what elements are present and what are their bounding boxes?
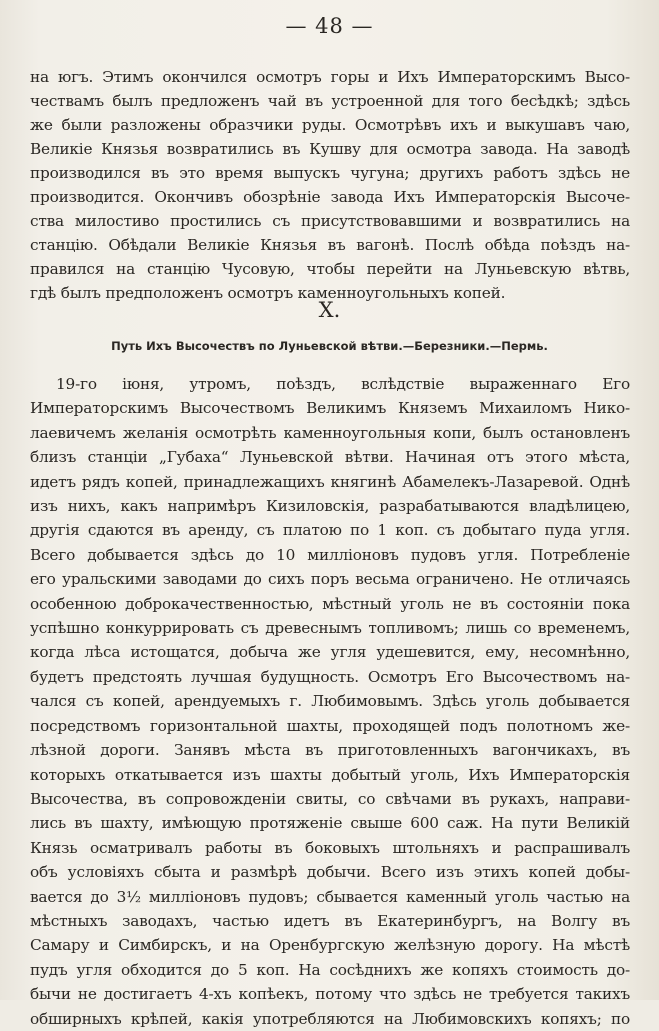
text-line: бычи не достигаетъ 4-хъ копѣекъ, потому что здѣсь не требуется такихъ	[30, 985, 630, 1004]
text-line: будетъ предстоять лучшая будущность. Осмотръ Его Высочествомъ на-	[30, 667, 630, 686]
text-line: Великіе Князья возвратились въ Кушву для осмотра завода. На заводѣ	[30, 140, 630, 158]
text-line: Князь осматривалъ работы въ боковыхъ штольняхъ и распрашивалъ	[30, 838, 630, 857]
text-line: чался съ копей, арендуемыхъ г. Любимовымъ. Здѣсь уголь добывается	[30, 692, 630, 711]
text-line: Императорскимъ Высочествомъ Великимъ Княземъ Михаиломъ Нико-	[30, 399, 630, 418]
paragraph-1	[30, 65, 630, 305]
section-number: X.	[318, 298, 341, 322]
text-line: лаевичемъ желанія осмотрѣть каменноугольныя копи, былъ остановленъ	[30, 423, 630, 442]
text-line: производится. Окончивъ обозрѣніе завода Ихъ Императорскія Высоче-	[30, 188, 630, 206]
text-line: мѣстныхъ заводахъ, частью идетъ въ Екатеринбургъ, на Волгу въ	[30, 911, 630, 930]
text-line: чествамъ былъ предложенъ чай въ устроенной для того бесѣдкѣ; здѣсь	[30, 92, 630, 110]
text-line: правился на станцію Чусовую, чтобы перейти на Луньевскую вѣтвь,	[30, 260, 630, 278]
text-line: близъ станціи „Губаха“ Луньевской вѣтви. Начиная отъ этого мѣста,	[30, 448, 630, 467]
text-line: вается до 3½ милліоновъ пудовъ; сбывается каменный уголь частью на	[30, 887, 630, 906]
text-line: 19-го іюня, утромъ, поѣздъ, вслѣдствіе выраженнаго Его	[56, 375, 630, 393]
text-line: его уральскими заводами до сихъ поръ весьма ограничено. Не отличаясь	[30, 570, 630, 589]
text-line: производился въ это время выпускъ чугуна; другихъ работъ здѣсь не	[30, 164, 630, 182]
text-line: успѣшно конкуррировать съ древеснымъ топливомъ; лишь со временемъ,	[30, 619, 630, 638]
text-line: на югъ. Этимъ окончился осмотръ горы и Ихъ Императорскимъ Высо-	[30, 68, 630, 86]
paragraph-2	[30, 372, 630, 1031]
text-line: же были разложены образчики руды. Осмотрѣвъ ихъ и выкушавъ чаю,	[30, 116, 630, 134]
text-line: лись въ шахту, имѣющую протяженіе свыше 600 саж. На пути Великій	[30, 814, 630, 833]
text-line: Высочества, въ сопровожденіи свиты, со свѣчами въ рукахъ, направи-	[30, 789, 630, 808]
text-line: гдѣ былъ предположенъ осмотръ каменноугольныхъ копей.	[30, 284, 506, 302]
text-line: ства милостиво простились съ присутствовавшими и возвратились на	[30, 212, 630, 230]
text-line: которыхъ откатывается изъ шахты добытый уголь, Ихъ Императорскія	[30, 765, 630, 784]
text-line: посредствомъ горизонтальной шахты, проходящей подъ полотномъ же-	[30, 716, 630, 735]
page-number: — 48 —	[285, 14, 374, 38]
text-line: особенною доброкачественностью, мѣстный уголь не въ состояніи пока	[30, 594, 630, 613]
text-line: обширныхъ крѣпей, какія употребляются на Любимовскихъ копяхъ; по	[30, 1009, 630, 1028]
text-line: идетъ рядъ копей, принадлежащихъ княгинѣ Абамелекъ-Лазаревой. Однѣ	[30, 472, 630, 491]
text-line: лѣзной дороги. Занявъ мѣста въ приготовленныхъ вагончикахъ, въ	[30, 741, 630, 760]
section-title: Путь Ихъ Высочествъ по Луньевской вѣтви.—Березники.—Пермь.	[111, 339, 548, 353]
text-line: Всего добывается здѣсь до 10 милліоновъ пудовъ угля. Потребленіе	[30, 545, 630, 564]
text-line: пудъ угля обходится до 5 коп. На сосѣднихъ же копяхъ стоимость до-	[30, 960, 630, 979]
text-line: другія сдаются въ аренду, съ платою по 1 коп. съ добытаго пуда угля.	[30, 521, 630, 540]
text-line: изъ нихъ, какъ напримѣръ Кизиловскія, разрабатываются владѣлицею,	[30, 497, 630, 516]
text-line: станцію. Обѣдали Великіе Князья въ вагонѣ. Послѣ обѣда поѣздъ на-	[30, 236, 630, 254]
text-line: когда лѣса истощатся, добыча же угля удешевится, ему, несомнѣнно,	[30, 643, 630, 662]
text-line: объ условіяхъ сбыта и размѣрѣ добычи. Всего изъ этихъ копей добы-	[30, 863, 630, 882]
text-line: Самару и Симбирскъ, и на Оренбургскую желѣзную дорогу. На мѣстѣ	[30, 936, 630, 955]
